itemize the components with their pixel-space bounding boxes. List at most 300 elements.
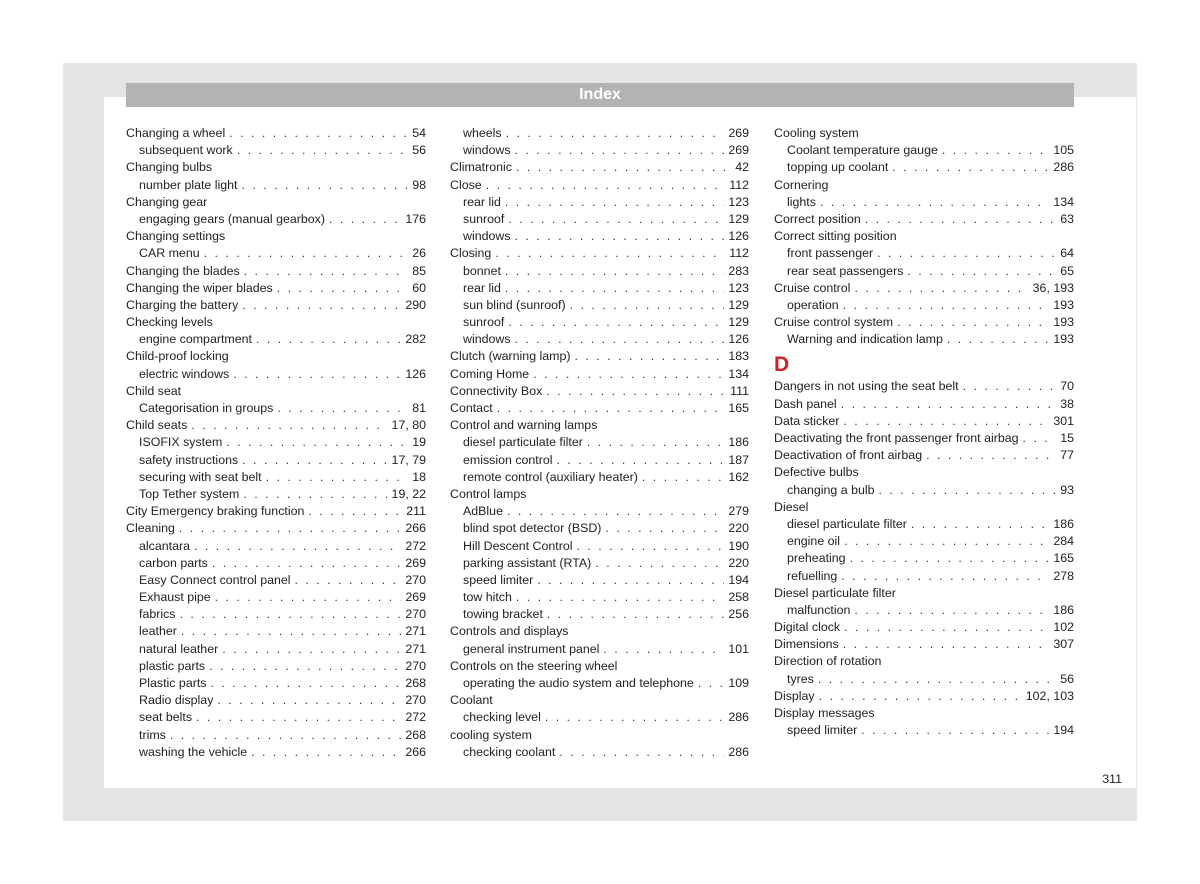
entry-term: subsequent work [139,143,233,158]
entry-term: Dimensions [774,637,839,652]
entry-page-ref: 269 [405,555,426,570]
entry-term: Changing bulbs [126,160,213,175]
index-entry [126,348,426,365]
entry-page-ref: 220 [728,555,749,570]
dot-leader [229,125,408,142]
dot-leader [559,744,724,761]
index-entry [450,417,749,434]
entry-term: Dash panel [774,396,837,411]
index-subentry [450,675,749,692]
index-subentry [774,482,1074,499]
index-entry [126,280,426,297]
entry-term: Changing the blades [126,263,240,278]
entry-page-ref: 101 [728,641,749,656]
index-subentry [450,469,749,486]
dot-leader [486,177,726,194]
index-entry [450,692,749,709]
entry-page-ref: 111 [730,383,749,398]
index-subentry [450,263,749,280]
entry-term: Easy Connect control panel [139,572,291,587]
index-entry [450,727,749,744]
entry-term: Hill Descent Control [463,538,573,553]
entry-page-ref: 165 [1053,551,1074,566]
dot-leader [879,482,1057,499]
entry-page-ref: 186 [1053,516,1074,531]
dot-leader [226,434,408,451]
entry-page-ref: 17, 79 [391,452,426,467]
index-entry [126,503,426,520]
entry-term: Checking levels [126,315,213,330]
entry-term: Climatronic [450,160,512,175]
entry-page-ref: 272 [405,538,426,553]
dot-leader [850,550,1050,567]
entry-page-ref: 301 [1053,413,1074,428]
entry-page-ref: 268 [405,727,426,742]
dot-leader [242,297,401,314]
index-subentry [450,555,749,572]
entry-term: Child-proof locking [126,349,229,364]
entry-page-ref: 64 [1060,246,1074,261]
index-subentry [774,297,1074,314]
entry-page-ref: 93 [1060,482,1074,497]
dot-leader [507,503,724,520]
index-subentry [450,314,749,331]
index-subentry [774,550,1074,567]
entry-term: Diesel particulate filter [774,585,896,600]
entry-term: windows [463,332,511,347]
entry-page-ref: 81 [412,401,426,415]
dot-leader [212,555,401,572]
index-entry [450,177,749,194]
entry-term: Exhaust pipe [139,590,211,605]
entry-page-ref: 194 [728,572,749,587]
entry-page-ref: 60 [412,280,426,295]
dot-leader [256,331,401,348]
index-subentry [450,520,749,537]
index-entry [774,228,1074,245]
entry-term: refuelling [787,568,838,583]
index-subentry [450,142,749,159]
entry-page-ref: 286 [1053,160,1074,175]
index-subentry [450,538,749,555]
entry-term: Cleaning [126,521,175,536]
index-entry [774,585,1074,602]
dot-leader [244,263,409,280]
entry-page-ref: 98 [412,177,426,192]
index-entry [126,194,426,211]
dot-leader [963,378,1057,395]
index-subentry [774,568,1074,585]
entry-term: remote control (auxiliary heater) [463,469,638,484]
entry-page-ref: 36, 193 [1032,280,1074,295]
entry-term: towing bracket [463,607,543,622]
entry-term: trims [139,727,166,742]
dot-leader [515,331,725,348]
index-subentry [126,727,426,744]
entry-page-ref: 269 [728,126,749,140]
entry-term: sunroof [463,211,505,226]
entry-page-ref: 271 [405,641,426,656]
entry-term: engine oil [787,534,841,549]
entry-page-ref: 268 [405,676,426,690]
dot-leader [308,503,402,520]
entry-term: natural leather [139,641,219,656]
index-column-1 [126,125,426,761]
index-subentry [450,194,749,211]
entry-page-ref: 102 [1053,620,1074,635]
index-subentry [126,744,426,761]
entry-term: Cruise control system [774,315,894,330]
index-entry [774,413,1074,430]
index-subentry [774,245,1074,262]
dot-leader [1023,430,1057,447]
index-subentry [450,709,749,726]
section-letter: D [774,353,790,377]
entry-term: plastic parts [139,658,206,673]
entry-term: securing with seat belt [139,469,262,484]
index-subentry [774,722,1074,739]
entry-term: Radio display [139,693,214,708]
index-subentry [126,400,426,417]
entry-term: Defective bulbs [774,465,859,480]
dot-leader [277,400,408,417]
entry-term: malfunction [787,602,851,617]
index-subentry [126,331,426,348]
entry-term: Digital clock [774,620,841,635]
entry-term: rear lid [463,280,501,295]
entry-term: Closing [450,246,492,261]
entry-term: Display messages [774,706,875,720]
dot-leader [497,400,725,417]
entry-page-ref: 270 [405,572,426,587]
entry-term: parking assistant (RTA) [463,555,592,570]
index-entry [450,383,749,400]
index-subentry [450,572,749,589]
entry-term: preheating [787,551,846,566]
dot-leader [516,589,724,606]
entry-page-ref: 129 [728,211,749,226]
entry-term: Cornering [774,177,829,192]
dot-leader [210,675,401,692]
index-subentry [126,142,426,159]
dot-leader [844,533,1049,550]
dot-leader [897,314,1049,331]
entry-page-ref: 18 [412,469,426,484]
dot-leader [577,538,725,555]
entry-term: Controls and displays [450,624,569,639]
dot-leader [865,211,1056,228]
entry-page-ref: 102, 103 [1025,688,1074,703]
entry-page-ref: 54 [412,126,426,140]
dot-leader [892,159,1049,176]
entry-page-ref: 165 [728,401,749,415]
index-subentry [450,125,749,142]
entry-term: bonnet [463,263,501,278]
entry-term: Changing the wiper blades [126,280,273,295]
dot-leader [698,675,725,692]
entry-page-ref: 85 [412,263,426,278]
index-entry [774,619,1074,636]
entry-term: AdBlue [463,504,503,519]
dot-leader [277,280,408,297]
dot-leader [587,434,724,451]
entry-term: operation [787,297,839,312]
index-entry [450,159,749,176]
dot-leader [170,727,401,744]
entry-term: CAR menu [139,246,200,261]
index-subentry [126,606,426,623]
dot-leader [843,636,1050,653]
entry-page-ref: 126 [728,229,749,244]
index-subentry [126,177,426,194]
index-entry [774,125,1074,142]
index-subentry [774,533,1074,550]
index-subentry [126,538,426,555]
entry-term: lights [787,194,816,209]
dot-leader [515,142,725,159]
dot-leader [557,452,725,469]
dot-leader [877,245,1056,262]
dot-leader [533,366,724,383]
entry-page-ref: 286 [728,744,749,759]
index-entry [774,653,1074,670]
entry-page-ref: 256 [728,607,749,622]
entry-page-ref: 193 [1053,315,1074,330]
entry-term: Cooling system [774,126,859,140]
entry-term: blind spot detector (BSD) [463,521,602,536]
entry-page-ref: 176 [405,211,426,226]
entry-term: Categorisation in groups [139,401,274,415]
dot-leader [926,447,1056,464]
entry-term: engine compartment [139,332,252,347]
entry-term: safety instructions [139,452,239,467]
dot-leader [506,125,725,142]
index-subentry [126,555,426,572]
dot-leader [329,211,401,228]
entry-page-ref: 129 [728,315,749,330]
dot-leader [595,555,724,572]
dot-leader [575,348,725,365]
entry-term: front passenger [787,246,874,261]
entry-page-ref: 283 [728,263,749,278]
entry-term: ISOFIX system [139,435,223,450]
dot-leader [505,263,724,280]
entry-term: Coming Home [450,366,530,381]
dot-leader [179,520,401,537]
entry-page-ref: 105 [1053,143,1074,158]
entry-term: leather [139,624,177,639]
dot-leader [242,452,387,469]
index-subentry [774,159,1074,176]
entry-term: engaging gears (manual gearbox) [139,211,325,226]
dot-leader [820,194,1049,211]
index-subentry [126,452,426,469]
entry-page-ref: 269 [728,143,749,158]
index-subentry [450,228,749,245]
entry-page-ref: 56 [1060,671,1074,686]
index-subentry [126,469,426,486]
entry-page-ref: 284 [1053,534,1074,549]
entry-page-ref: 17, 80 [391,418,426,433]
entry-term: checking level [463,710,541,725]
entry-term: changing a bulb [787,482,875,497]
page-number: 311 [1102,772,1122,786]
index-subentry [126,675,426,692]
dot-leader [570,297,725,314]
index-entry [774,177,1074,194]
entry-term: cooling system [450,727,532,742]
entry-term: diesel particulate filter [787,516,907,531]
index-subentry [126,366,426,383]
dot-leader [495,245,725,262]
entry-page-ref: 63 [1060,211,1074,226]
index-entry [126,228,426,245]
entry-page-ref: 266 [405,521,426,536]
index-subentry [126,434,426,451]
index-entry [774,378,1074,395]
entry-term: Top Tether system [139,486,240,501]
entry-page-ref: 270 [405,693,426,708]
entry-page-ref: 56 [412,143,426,158]
entry-term: checking coolant [463,744,556,759]
index-entry [126,125,426,142]
index-entry [774,396,1074,413]
entry-term: Changing gear [126,194,208,209]
dot-leader [854,602,1049,619]
entry-term: Display [774,688,815,703]
index-entry [774,430,1074,447]
entry-page-ref: 112 [729,177,749,192]
entry-term: Charging the battery [126,297,239,312]
entry-page-ref: 65 [1060,263,1074,278]
entry-page-ref: 123 [728,280,749,295]
index-subentry [774,602,1074,619]
entry-term: Changing settings [126,229,226,244]
dot-leader [515,228,725,245]
entry-page-ref: 270 [405,607,426,622]
entry-page-ref: 270 [405,658,426,673]
index-entry [126,263,426,280]
entry-page-ref: 19 [412,435,426,450]
entry-term: Diesel [774,499,809,514]
index-entry [450,400,749,417]
index-column-2 [450,125,749,761]
dot-leader [505,194,724,211]
index-subentry [450,297,749,314]
entry-term: seat belts [139,710,193,725]
entry-term: Deactivating the front passenger front airbag [774,431,1019,445]
index-subentry [126,641,426,658]
entry-page-ref: 282 [405,332,426,347]
dot-leader [537,572,724,589]
entry-term: windows [463,229,511,244]
dot-leader [547,606,724,623]
entry-term: sunroof [463,315,505,330]
entry-term: fabrics [139,607,176,622]
dot-leader [844,619,1049,636]
entry-page-ref: 42 [735,160,749,175]
entry-page-ref: 134 [1053,194,1074,209]
entry-term: rear seat passengers [787,263,904,278]
index-header: Index [126,83,1074,107]
dot-leader [251,744,401,761]
entry-term: washing the vehicle [139,744,248,759]
entry-term: Coolant temperature gauge [787,143,938,158]
entry-page-ref: 190 [728,538,749,553]
entry-term: Warning and indication lamp [787,332,943,347]
dot-leader [947,331,1049,348]
entry-term: wheels [463,126,502,140]
dot-leader [907,263,1056,280]
index-subentry [450,434,749,451]
entry-term: speed limiter [463,572,534,587]
index-entry [774,636,1074,653]
dot-leader [911,516,1049,533]
index-subentry [774,331,1074,348]
index-entry [774,314,1074,331]
dot-leader [843,413,1049,430]
entry-page-ref: 272 [405,710,426,725]
entry-term: Deactivation of front airbag [774,448,923,463]
entry-term: Child seat [126,383,182,398]
dot-leader [508,314,724,331]
index-entry [774,464,1074,481]
index-subentry [774,263,1074,280]
index-entry [126,520,426,537]
index-subentry [126,658,426,675]
entry-term: tow hitch [463,590,512,605]
dot-leader [243,486,387,503]
dot-leader [854,280,1028,297]
dot-leader [841,568,1049,585]
index-entry [774,688,1074,705]
dot-leader [295,572,402,589]
entry-term: diesel particulate filter [463,435,583,450]
entry-page-ref: 266 [405,744,426,759]
entry-term: Direction of rotation [774,654,882,669]
index-subentry [450,641,749,658]
entry-page-ref: 307 [1053,637,1074,652]
index-subentry [126,623,426,640]
entry-page-ref: 269 [405,590,426,605]
entry-term: Changing a wheel [126,126,226,140]
index-subentry [450,606,749,623]
entry-term: Controls on the steering wheel [450,658,618,673]
entry-page-ref: 112 [729,246,749,261]
entry-term: Correct position [774,211,861,226]
entry-term: Dangers in not using the seat belt [774,379,959,394]
index-subentry [774,516,1074,533]
entry-term: number plate light [139,177,238,192]
dot-leader [841,396,1057,413]
entry-page-ref: 194 [1053,723,1074,738]
entry-term: Control lamps [450,486,527,501]
entry-page-ref: 129 [728,297,749,312]
dot-leader [209,658,401,675]
dot-leader [266,469,409,486]
dot-leader [505,280,724,297]
dot-leader [508,211,724,228]
entry-page-ref: 290 [405,297,426,312]
dot-leader [843,297,1050,314]
entry-page-ref: 186 [1053,602,1074,617]
index-entry [126,383,426,400]
entry-term: general instrument panel [463,641,600,656]
dot-leader [181,623,401,640]
entry-term: City Emergency braking function [126,504,305,519]
index-subentry [126,486,426,503]
index-subentry [450,744,749,761]
